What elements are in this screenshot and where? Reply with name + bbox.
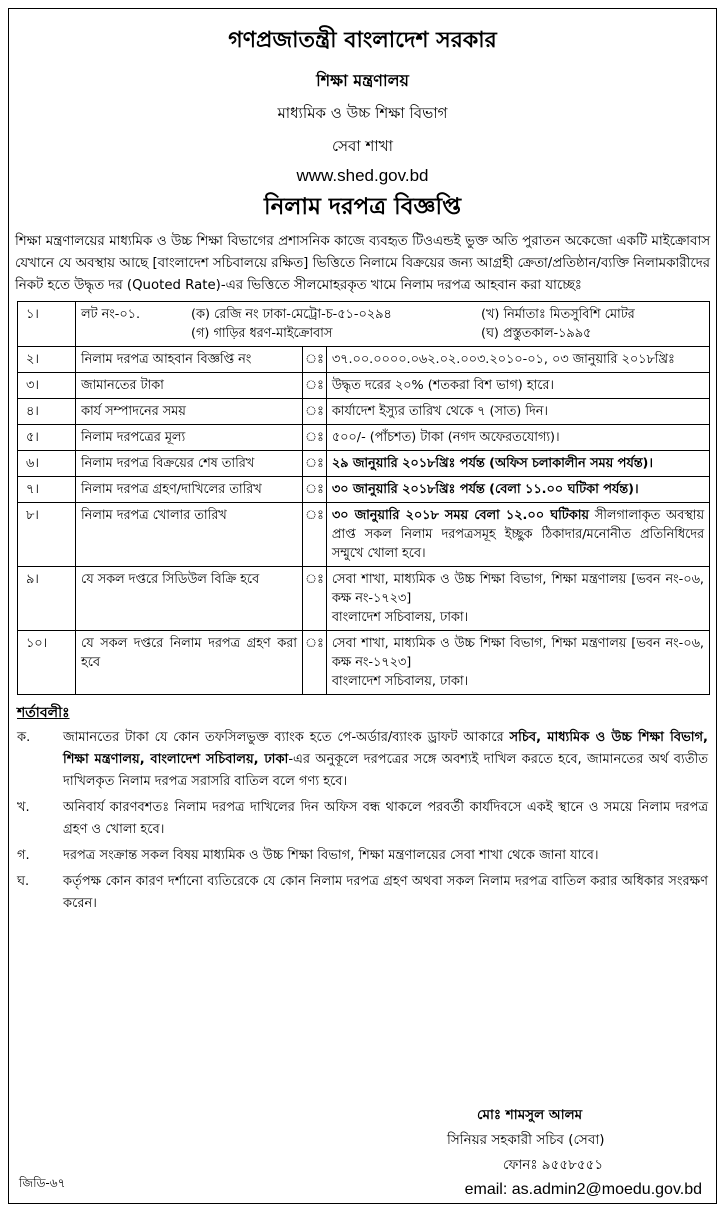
term-key: গ. — [17, 848, 30, 863]
table-row-lot — [18, 302, 710, 347]
row-colon: ঃ — [303, 451, 327, 477]
lot-vehicle-type: (গ) গাড়ির ধরণ-মাইক্রোবাস — [191, 326, 333, 341]
term-item — [9, 871, 716, 915]
table-row — [18, 451, 710, 477]
row-colon: ঃ — [303, 567, 327, 631]
term-key: ক. — [17, 730, 31, 745]
row-value — [326, 567, 709, 631]
signatory-email[interactable]: email: as.admin2@moedu.gov.bd — [464, 1181, 702, 1198]
table-row — [18, 503, 710, 567]
table-row — [18, 373, 710, 399]
row-label: নিলাম দরপত্র আহবান বিজ্ঞপ্তি নং — [76, 347, 303, 373]
signatory-phone: ফোনঃ ৯৫৫৮৫৫১ — [503, 1157, 604, 1173]
term-key: ঘ. — [17, 874, 30, 889]
table-row — [18, 477, 710, 503]
lot-number: লট নং-০১. — [81, 307, 141, 322]
opening-note: সীলগালাকৃত অবস্থায় প্রাপ্ত সকল নিলাম দরপত্রসমূহ ইচ্ছুক ঠিকাদার/মনোনীত প্রতিনিধিদের সম্মুখে খোলা হবে। — [331, 508, 704, 561]
row-colon: ঃ — [303, 425, 327, 451]
term-key: খ. — [17, 800, 30, 815]
row-label: নিলাম দরপত্রের মূল্য — [76, 425, 303, 451]
notice-page — [8, 8, 717, 1204]
lot-registration: (ক) রেজি নং ঢাকা-মেট্রো-চ-৫১-০২৯৪ — [191, 307, 392, 322]
lot-details — [76, 302, 710, 347]
row-serial: ৯। — [18, 567, 76, 631]
lot-year: (ঘ) প্রস্তুতকাল-১৯৯৫ — [481, 326, 592, 341]
terms-heading: শর্তাবলীঃ — [17, 705, 70, 721]
term-text: অনিবার্য কারণবশতঃ নিলাম দরপত্র দাখিলের দিন অফিস বন্ধ থাকলে পরবর্তী কার্যদিবসে একই স্থানে ও সময়ে নিলাম দরপত্র গ্রহণ ও খোলা হবে। — [63, 800, 708, 837]
row-colon: ঃ — [303, 477, 327, 503]
row-label: কার্য সম্পাদনের সময় — [76, 399, 303, 425]
row-colon: ঃ — [303, 399, 327, 425]
row-value — [326, 631, 709, 695]
row-colon: ঃ — [303, 631, 327, 695]
row-value: ৩০ জানুয়ারি ২০১৮খ্রিঃ পর্যন্ত (বেলা ১১.০০ ঘটিকা পর্যন্ত)। — [326, 477, 709, 503]
division-name: মাধ্যমিক ও উচ্চ শিক্ষা বিভাগ — [277, 104, 448, 122]
row-serial: ১০। — [18, 631, 76, 695]
row-serial: ২। — [18, 347, 76, 373]
row-serial: ৬। — [18, 451, 76, 477]
row-value — [326, 503, 709, 567]
row-serial: ১। — [18, 302, 76, 347]
intro-paragraph: শিক্ষা মন্ত্রণালয়ের মাধ্যমিক ও উচ্চ শিক্ষা বিভাগের প্রশাসনিক কাজে ব্যবহৃত টিওএন্ডই ভুক্ত অতি পুরাতন অকেজো একটি মাইক্রোবাস যেখানে যে অবস্থায় আছে [বাংলাদেশ সচিবালয়ে রক্ষিত] ভিত্তিতে নিলামে বিক্রয়ের জন্য আগ্রহী ক্রেতা/প্রতিষ্ঠান/ব্যক্তি নিলামকারীদের নিকট হতে উদ্ধৃত দর (Quoted Rate)-এর ভিত্তিতে সীলমোহরকৃত খামে নিলাম দরপত্র আহবান করা যাচ্ছেঃ — [15, 234, 710, 293]
ministry-name: শিক্ষা মন্ত্রণালয় — [316, 71, 409, 90]
row-value: উদ্ধৃত দরের ২০% (শতকরা বিশ ভাগ) হারে। — [326, 373, 709, 399]
row-label: জামানতের টাকা — [76, 373, 303, 399]
office-address: সেবা শাখা, মাধ্যমিক ও উচ্চ শিক্ষা বিভাগ, শিক্ষা মন্ত্রণালয় [ভবন নং-০৬, কক্ষ নং-১৭২৩] — [331, 572, 704, 606]
term-item — [9, 727, 716, 793]
row-value: কার্যাদেশ ইস্যুর তারিখ থেকে ৭ (সাত) দিন। — [326, 399, 709, 425]
lot-maker: (খ) নির্মাতাঃ মিতসুবিশি মোটর — [481, 307, 635, 322]
row-serial: ৩। — [18, 373, 76, 399]
table-row — [18, 567, 710, 631]
row-label: যে সকল দপ্তরে নিলাম দরপত্র গ্রহণ করা হবে — [76, 631, 303, 695]
table-row — [18, 425, 710, 451]
branch-name: সেবা শাখা — [332, 137, 393, 155]
row-serial: ৪। — [18, 399, 76, 425]
table-row — [18, 399, 710, 425]
signatory-name: মোঃ শামসুল আলম — [477, 1107, 583, 1123]
row-colon: ঃ — [303, 347, 327, 373]
memo-number: জিডি-৬৭ — [19, 1176, 66, 1190]
website-link[interactable]: www.shed.gov.bd — [296, 166, 429, 185]
row-value: ২৯ জানুয়ারি ২০১৮খ্রিঃ পর্যন্ত (অফিস চলাকালীন সময় পর্যন্ত)। — [326, 451, 709, 477]
row-serial: ৮। — [18, 503, 76, 567]
row-label: নিলাম দরপত্র বিক্রয়ের শেষ তারিখ — [76, 451, 303, 477]
row-value: ৫০০/- (পাঁচশত) টাকা (নগদ অফেরতযোগ্য)। — [326, 425, 709, 451]
row-label: নিলাম দরপত্র গ্রহণ/দাখিলের তারিখ — [76, 477, 303, 503]
row-serial: ৭। — [18, 477, 76, 503]
term-text: জামানতের টাকা যে কোন তফসিলভুক্ত ব্যাংক হতে পে-অর্ডার/ব্যাংক ড্রাফট আকারে সচিব, মাধ্যমিক ও উচ্চ শিক্ষা বিভাগ, শিক্ষা মন্ত্রণালয়, বাংলাদেশ সচিবালয়, ঢাকা-এর অনুকূলে দরপত্রের সঙ্গে অবশ্যই দাখিল করতে হবে, জামানতের অর্থ ব্যতীত দাখিলকৃত নিলাম দরপত্র সরাসরি বাতিল বলে গণ্য হবে। — [63, 730, 708, 789]
office-location: বাংলাদেশ সচিবালয়, ঢাকা। — [331, 610, 469, 625]
term-item — [9, 845, 716, 867]
term-text: কর্তৃপক্ষ কোন কারণ দর্শানো ব্যতিরেকে যে কোন নিলাম দরপত্র গ্রহণ অথবা সকল নিলাম দরপত্র বাতিল করার অধিকার সংরক্ষণ করেন। — [63, 874, 708, 911]
table-row — [18, 347, 710, 373]
government-name: গণপ্রজাতন্ত্রী বাংলাদেশ সরকার — [228, 28, 497, 53]
row-label: যে সকল দপ্তরে সিডিউল বিক্রি হবে — [76, 567, 303, 631]
row-colon: ঃ — [303, 503, 327, 567]
notice-header — [9, 23, 716, 227]
table-row — [18, 631, 710, 695]
term-text: দরপত্র সংক্রান্ত সকল বিষয় মাধ্যমিক ও উচ্চ শিক্ষা বিভাগ, শিক্ষা মন্ত্রণালয়ের সেবা শাখা থেকে জানা যাবে। — [63, 848, 599, 863]
office-location: বাংলাদেশ সচিবালয়, ঢাকা। — [331, 674, 469, 689]
signatory-designation: সিনিয়র সহকারী সচিব (সেবা) — [447, 1132, 605, 1148]
tender-details-table — [17, 301, 710, 695]
row-label: নিলাম দরপত্র খোলার তারিখ — [76, 503, 303, 567]
row-serial: ৫। — [18, 425, 76, 451]
term-item — [9, 797, 716, 841]
row-value: ৩৭.০০.০০০০.০৬২.০২.০০৩.২০১০-০১, ০৩ জানুয়ারি ২০১৮খ্রিঃ — [326, 347, 709, 373]
opening-time: ৩০ জানুয়ারি ২০১৮ সময় বেলা ১২.০০ ঘটিকায় — [331, 508, 589, 523]
notice-title: নিলাম দরপত্র বিজ্ঞপ্তি — [263, 194, 462, 220]
office-address: সেবা শাখা, মাধ্যমিক ও উচ্চ শিক্ষা বিভাগ, শিক্ষা মন্ত্রণালয় [ভবন নং-০৬, কক্ষ নং-১৭২৩] — [331, 636, 704, 670]
row-colon: ঃ — [303, 373, 327, 399]
